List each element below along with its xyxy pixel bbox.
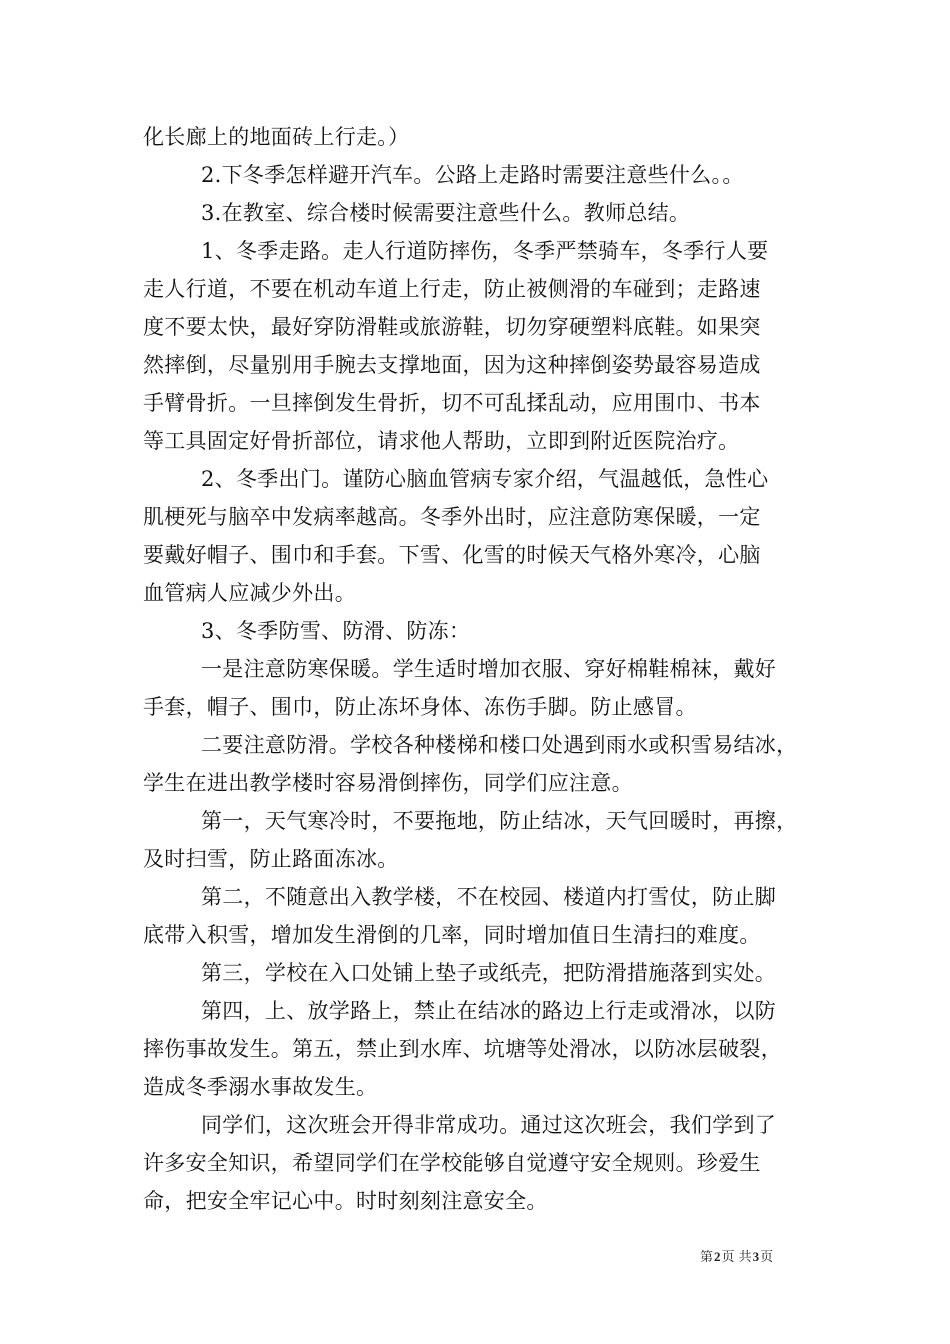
- text-line: 3、冬季防雪、防滑、防冻：: [201, 619, 471, 643]
- text-line: 二要注意防滑。学校各种楼梯和楼口处遇到雨水或积雪易结冰，: [201, 733, 798, 757]
- text-line: 及时扫雪，防止路面冻冰。: [143, 847, 399, 871]
- text-line: 然摔倒，尽量别用手腕去支撑地面，因为这种摔倒姿势最容易造成: [143, 353, 761, 377]
- text-line: 摔伤事故发生。第五，禁止到水库、坑塘等处滑冰，以防冰层破裂，: [143, 1037, 782, 1061]
- text-line: 第二，不随意出入教学楼，不在校园、楼道内打雪仗，防止脚: [201, 885, 777, 909]
- text-line: 许多安全知识，希望同学们在学校能够自觉遵守安全规则。珍爱生: [143, 1151, 761, 1175]
- text-line: 走人行道，不要在机动车道上行走，防止被侧滑的车碰到；走路速: [143, 277, 761, 301]
- page-number-footer: [700, 1248, 773, 1267]
- text-line: 造成冬季溺水事故发生。: [143, 1075, 378, 1099]
- text-line: 2、冬季出门。谨防心脑血管病专家介绍，气温越低，急性心: [201, 467, 769, 491]
- text-line: 要戴好帽子、围巾和手套。下雪、化雪的时候天气格外寒冷，心脑: [143, 543, 761, 567]
- text-line: 血管病人应减少外出。: [143, 581, 356, 605]
- text-line: 第一，天气寒冷时，不要拖地，防止结冰，天气回暖时，再擦，: [201, 809, 798, 833]
- text-line: 第三，学校在入口处铺上垫子或纸壳，把防滑措施落到实处。: [201, 961, 777, 985]
- text-line: 命，把安全牢记心中。时时刻刻注意安全。: [143, 1189, 548, 1213]
- text-line: 手套，帽子、围巾，防止冻坏身体、冻伤手脚。防止感冒。: [143, 695, 697, 719]
- document-body: [143, 118, 815, 1220]
- text-line: 1、冬季走路。走人行道防摔伤，冬季严禁骑车，冬季行人要: [201, 239, 769, 263]
- text-line: 等工具固定好骨折部位，请求他人帮助，立即到附近医院治疗。: [143, 429, 740, 453]
- text-line: 2.下冬季怎样避开汽车。公路上走路时需要注意些什么。。: [201, 163, 744, 187]
- footer-prefix: 第: [700, 1250, 714, 1265]
- text-line: 度不要太快，最好穿防滑鞋或旅游鞋，切勿穿硬塑料底鞋。如果突: [143, 315, 761, 339]
- current-page-number: 2: [714, 1249, 721, 1264]
- text-line: 一是注意防寒保暖。学生适时增加衣服、穿好棉鞋棉袜，戴好: [201, 657, 777, 681]
- text-line: 化长廊上的地面砖上行走。）: [143, 125, 410, 149]
- text-line: 同学们，这次班会开得非常成功。通过这次班会，我们学到了: [201, 1113, 777, 1137]
- text-line: 学生在进出教学楼时容易滑倒摔伤，同学们应注意。: [143, 771, 633, 795]
- total-pages-number: 3: [752, 1249, 760, 1264]
- footer-suffix: 页: [760, 1250, 774, 1265]
- text-line: 肌梗死与脑卒中发病率越高。冬季外出时，应注意防寒保暖，一定: [143, 505, 761, 529]
- text-line: 3.在教室、综合楼时候需要注意些什么。教师总结。: [201, 201, 691, 225]
- text-line: 第四，上、放学路上，禁止在结冰的路边上行走或滑冰，以防: [201, 999, 777, 1023]
- text-line: 手臂骨折。一旦摔倒发生骨折，切不可乱揉乱动，应用围巾、书本: [143, 391, 761, 415]
- footer-middle: 页 共: [721, 1250, 752, 1265]
- text-line: 底带入积雪，增加发生滑倒的几率，同时增加值日生清扫的难度。: [143, 923, 761, 947]
